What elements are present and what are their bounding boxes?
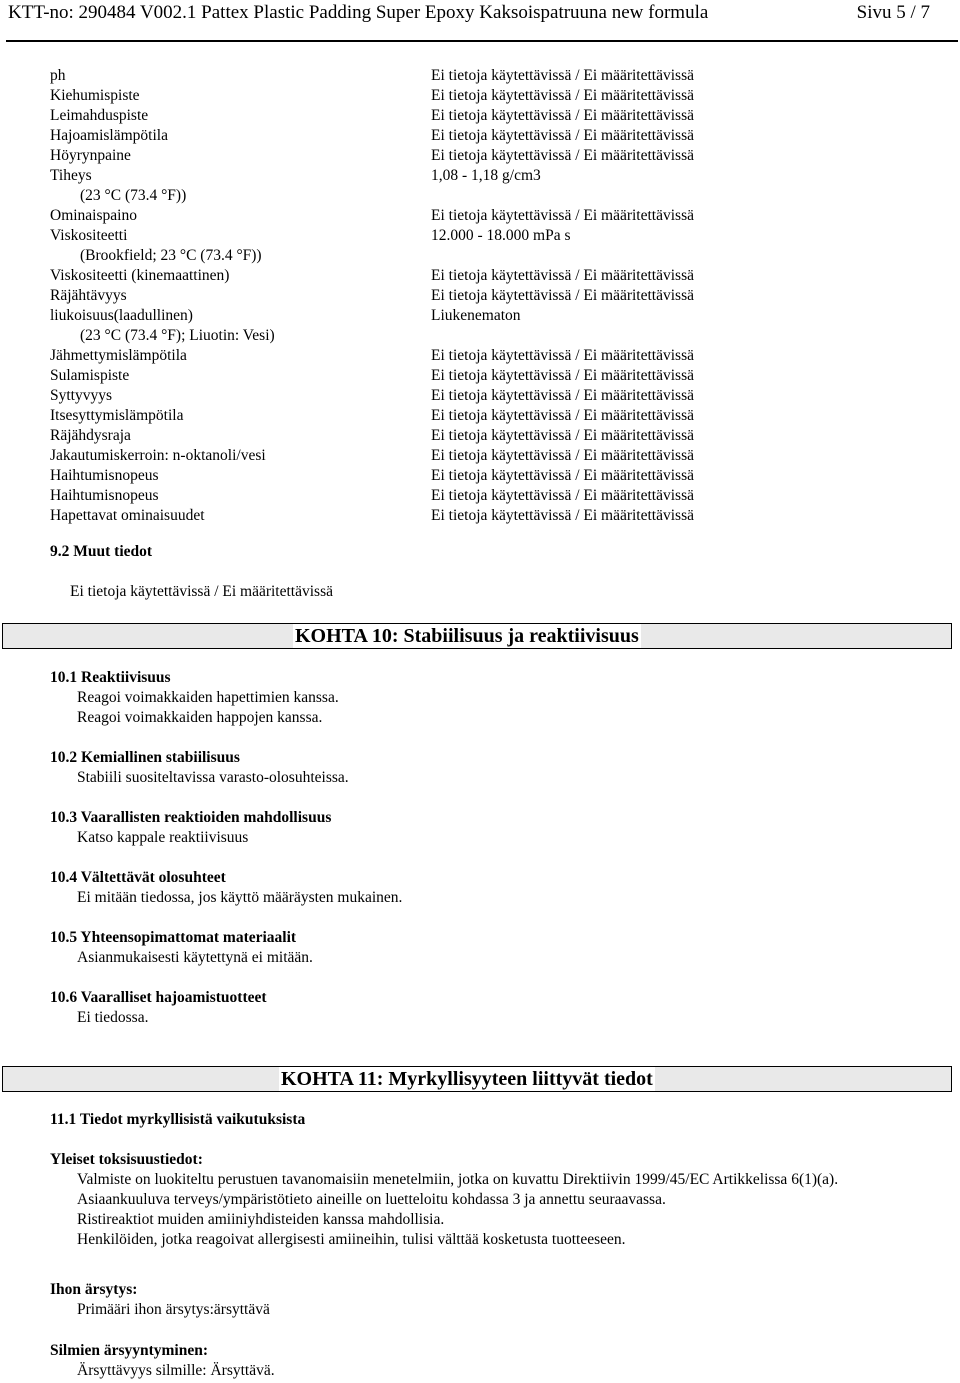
property-value: Ei tietoja käytettävissä / Ei määritettävissä [431,267,694,284]
property-value: Ei tietoja käytettävissä / Ei määritettävissä [431,147,694,164]
property-label: ph [50,67,66,84]
page-number: Sivu 5 / 7 [856,2,930,23]
general-toxicity-heading: Yleiset toksisuustiedot: [50,1151,203,1168]
page-header [8,0,930,26]
section-10-title: KOHTA 10: Stabiilisuus ja reaktiivisuus [295,625,639,647]
property-label: Tiheys [50,167,92,184]
subsection-heading: 10.2 Kemiallinen stabiilisuus [50,749,240,766]
property-label: Höyrynpaine [50,147,131,164]
subsection-text: Reagoi voimakkaiden hapettimien kanssa. [77,689,339,706]
subsection-text: Katso kappale reaktiivisuus [77,829,249,846]
section-10-bar [2,623,952,649]
section-11-1-heading: 11.1 Tiedot myrkyllisistä vaikutuksista [50,1111,306,1128]
general-toxicity-text: Valmiste on luokiteltu perustuen tavanomaisiin menetelmiin, jotka on kuvattu Direktiivin 1999/45/EC Artikkelissa 6(1)(a). [77,1171,839,1188]
general-toxicity-lines [50,1170,838,1250]
subsection-text: Reagoi voimakkaiden happojen kanssa. [77,709,323,726]
document-id-title: KTT-no: 290484 V002.1 Pattex Plastic Padding Super Epoxy Kaksoispatruuna new formula [8,2,709,23]
header-divider [6,40,958,42]
section-9-2-text: Ei tietoja käytettävissä / Ei määritettävissä [70,583,333,600]
property-label: Syttyvyys [50,387,113,404]
subsection-text: Ei mitään tiedossa, jos käyttö määräysten mukainen. [77,889,403,906]
general-toxicity-text: Henkilöiden, jotka reagoivat allergisesti amiineihin, tulisi välttää kosketusta tuotteeseen. [77,1231,626,1248]
property-label: Haihtumisnopeus [50,467,159,484]
subsection-heading: 10.3 Vaarallisten reaktioiden mahdollisuus [50,809,332,826]
subsection [50,748,402,788]
section-10-content [50,668,402,1048]
section-11-title: KOHTA 11: Myrkyllisyyteen liittyvät tiedot [281,1068,653,1090]
section-9-2-heading: 9.2 Muut tiedot [50,543,153,560]
property-value: Ei tietoja käytettävissä / Ei määritettävissä [431,287,694,304]
property-label: liukoisuus(laadullinen) [50,307,193,324]
property-label: Haihtumisnopeus [50,487,159,504]
property-value [431,186,694,206]
property-value: Ei tietoja käytettävissä / Ei määritettävissä [431,407,694,424]
property-value: Ei tietoja käytettävissä / Ei määritettävissä [431,447,694,464]
subsection-text: Ei tiedossa. [77,1009,149,1026]
property-label: Leimahduspiste [50,107,149,124]
property-value: Ei tietoja käytettävissä / Ei määritettävissä [431,127,694,144]
subsection [50,928,402,968]
subsection [50,808,402,848]
general-toxicity-text: Ristireaktiot muiden amiiniyhdisteiden kanssa mahdollisia. [77,1211,445,1228]
subsection-text: Asianmukaisesti käytettynä ei mitään. [77,949,313,966]
property-value: Ei tietoja käytettävissä / Ei määritettävissä [431,87,694,104]
property-labels [50,66,275,526]
property-label: Hapettavat ominaisuudet [50,507,205,524]
property-values [431,66,694,526]
property-value: Ei tietoja käytettävissä / Ei määritettävissä [431,207,694,224]
property-label: Räjähdysraja [50,427,131,444]
property-value: Ei tietoja käytettävissä / Ei määritettävissä [431,467,694,484]
property-value: Ei tietoja käytettävissä / Ei määritettävissä [431,67,694,84]
property-label: Jähmettymislämpötila [50,347,187,364]
property-label: Jakautumiskerroin: n-oktanoli/vesi [50,447,266,464]
property-label: (23 °C (73.4 °F)) [80,187,187,204]
subsection-heading: 10.1 Reaktiivisuus [50,669,171,686]
subsection-heading: 10.5 Yhteensopimattomat materiaalit [50,929,297,946]
property-label: Sulamispiste [50,367,130,384]
property-label: Räjähtävyys [50,287,127,304]
property-value [431,246,694,266]
property-label: Hajoamislämpötila [50,127,168,144]
property-label: Itsesyttymislämpötila [50,407,184,424]
property-value: 12.000 - 18.000 mPa s [431,227,571,244]
property-value: 1,08 - 1,18 g/cm3 [431,167,541,184]
property-label: (23 °C (73.4 °F); Liuotin: Vesi) [80,327,275,344]
property-label: (Brookfield; 23 °C (73.4 °F)) [80,247,262,264]
property-value: Ei tietoja käytettävissä / Ei määritettävissä [431,367,694,384]
property-value: Ei tietoja käytettävissä / Ei määritettävissä [431,107,694,124]
subsection-heading: 10.4 Vältettävät olosuhteet [50,869,226,886]
property-label: Ominaispaino [50,207,137,224]
skin-irritation-heading: Ihon ärsytys: [50,1281,138,1298]
skin-irritation-text: Primääri ihon ärsytys:ärsyttävä [77,1301,270,1318]
eye-irritation-text: Ärsyttävyys silmille: Ärsyttävä. [77,1362,275,1379]
subsection [50,868,402,908]
property-value: Ei tietoja käytettävissä / Ei määritettävissä [431,487,694,504]
eye-irritation-heading: Silmien ärsyyntyminen: [50,1342,209,1359]
section-11-bar [2,1066,952,1092]
property-label: Kiehumispiste [50,87,140,104]
subsection-text: Stabiili suositeltavissa varasto-olosuhteissa. [77,769,349,786]
general-toxicity-text: Asiaankuuluva terveys/ympäristötieto aineille on luetteloitu kohdassa 3 ja annettu seuraavassa. [77,1191,666,1208]
property-label: Viskositeetti [50,227,128,244]
subsection [50,988,402,1028]
property-label: Viskositeetti (kinemaattinen) [50,267,230,284]
subsection [50,668,402,728]
property-value: Ei tietoja käytettävissä / Ei määritettävissä [431,347,694,364]
property-value: Ei tietoja käytettävissä / Ei määritettävissä [431,427,694,444]
property-value: Ei tietoja käytettävissä / Ei määritettävissä [431,387,694,404]
property-value: Ei tietoja käytettävissä / Ei määritettävissä [431,507,694,524]
property-value: Liukenematon [431,307,521,324]
property-value [431,326,694,346]
subsection-heading: 10.6 Vaaralliset hajoamistuotteet [50,989,267,1006]
